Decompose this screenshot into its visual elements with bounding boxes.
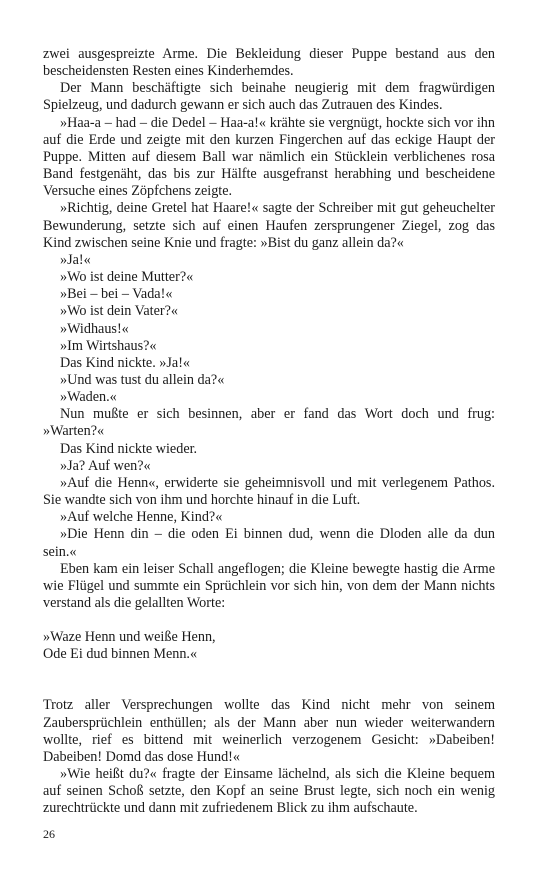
- verse-gap: [43, 612, 495, 629]
- paragraph: »Auf die Henn«, erwiderte sie geheimnisvoll und mit verlegenem Pathos. Sie wandte sich von ihm und horchte hinauf in die Luft.: [43, 474, 495, 509]
- paragraph: Das Kind nickte. »Ja!«: [60, 354, 191, 371]
- paragraph: Der Mann beschäftigte sich beinahe neugierig mit dem fragwürdigen Spielzeug, und dadurch gewann er sich auch das Zutrauen des Kindes.: [43, 80, 495, 114]
- paragraph: Nun mußte er sich besinnen, aber er fand das Wort doch und frug: »Warten?«: [43, 406, 495, 440]
- paragraph: »Wie heißt du?« fragte der Einsame lächelnd, als sich die Kleine bequem auf seinen Schoß setzte, den Kopf an seine Brust legte, sich noch ein wenig zurechtrückte und dann mit zufriedenem Blick zu ihm aufschaute.: [43, 766, 495, 817]
- verse-line: »Waze Henn und weiße Henn,: [43, 629, 216, 646]
- paragraph: »Wo ist deine Mutter?«: [60, 269, 194, 286]
- prose-after-verse: [43, 697, 495, 817]
- paragraph: »Waden.«: [60, 389, 117, 406]
- paragraph: »Haa-a – had – die Dedel – Haa-a!« krähte sie vergnügt, hockte sich vor ihn auf die Erde und zeigte mit den kurzen Fingerchen auf das eckige Haupt der Puppe. Mitten auf diesem Ball war nämlich ein Stücklein verblichenes rosa Band festgenäht, das bis zur Hälfte ausgefranst herabhing und bescheidene Versuche eines Zöpfchens zeigte.: [43, 114, 495, 200]
- paragraph: »Richtig, deine Gretel hat Haare!« sagte der Schreiber mit gut geheuchelter Bewunderung, setzte sich auf einen Haufen zersprungener Ziegel, zog das Kind zwischen seine Knie und fragte: »Bist du ganz allein da?«: [43, 200, 495, 251]
- page-number: 26: [43, 827, 55, 841]
- paragraph: Das Kind nickte wieder.: [60, 440, 198, 457]
- paragraph: »Die Henn din – die oden Ei binnen dud, wenn die Dloden alle da dun sein.«: [43, 526, 495, 560]
- paragraph: Eben kam ein leiser Schall angeflogen; die Kleine bewegte hastig die Arme wie Flügel und summte ein Sprüchlein vor sich hin, von dem der Mann nichts verstand als die gelallten Worte:: [43, 560, 495, 611]
- paragraph: »Bei – bei – Vada!«: [60, 286, 173, 303]
- paragraph: »Ja? Auf wen?«: [60, 457, 151, 474]
- paragraph: »Im Wirtshaus?«: [60, 337, 157, 354]
- prose-before-verse: [43, 46, 495, 612]
- verse-line: Ode Ei dud binnen Menn.«: [43, 646, 198, 663]
- paragraph: »Ja!«: [60, 251, 91, 268]
- paragraph: »Auf welche Henne, Kind?«: [60, 509, 223, 526]
- book-page-body: [43, 46, 495, 818]
- verse-block: [43, 629, 495, 663]
- paragraph: »Und was tust du allein da?«: [60, 371, 225, 388]
- after-verse-gap: [43, 663, 495, 697]
- paragraph: Trotz aller Versprechungen wollte das Kind nicht mehr von seinem Zaubersprüchlein enthüllen; als der Mann aber nun wieder weiterwandern wollte, rief es bittend mit weinerlich verzogenem Gesicht: »Dabeiben! Dabeiben! Domd das dose Hund!«: [43, 697, 495, 765]
- paragraph: »Widhaus!«: [60, 320, 129, 337]
- paragraph: »Wo ist dein Vater?«: [60, 303, 178, 320]
- paragraph: zwei ausgespreizte Arme. Die Bekleidung dieser Puppe bestand aus den bescheidensten Resten eines Kinderhemdes.: [43, 46, 495, 80]
